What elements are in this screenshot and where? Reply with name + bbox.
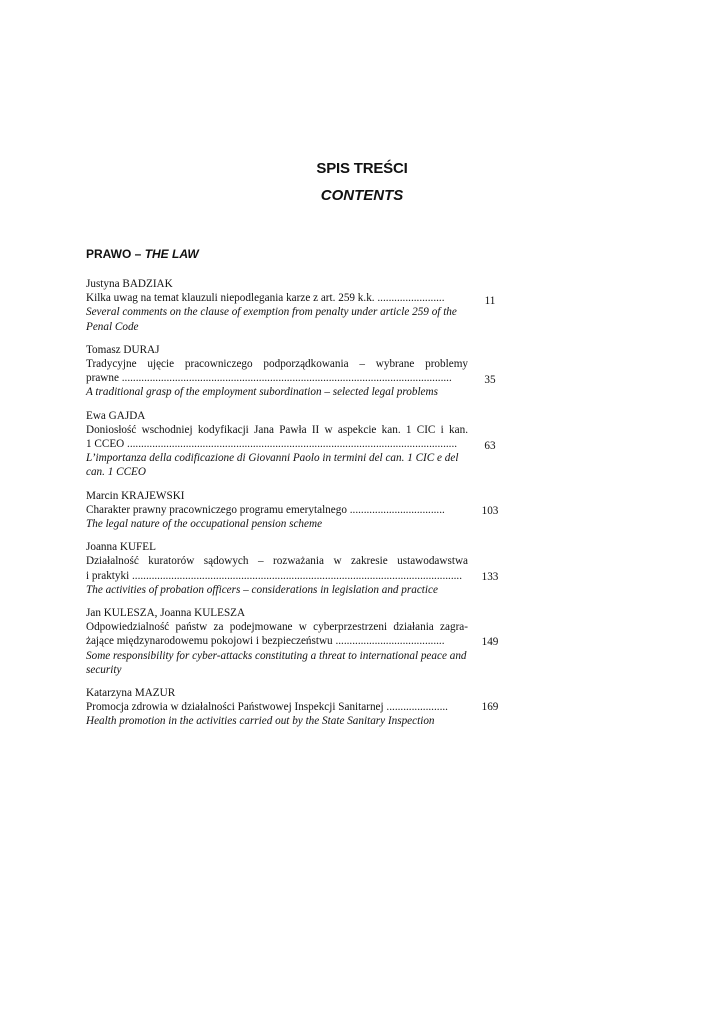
page-title: SPIS TREŚCI: [316, 160, 408, 177]
entry-title-en: Health promotion in the activities carried out by the State Sanitary Inspection: [86, 715, 435, 728]
entry-title-en: A traditional grasp of the employment subordination – selected legal problems: [86, 386, 438, 399]
entry-page-number: 103: [481, 504, 499, 517]
section-label: PRAWO –: [86, 247, 145, 261]
entry-title-line: Doniosłość wschodniej kodyfikacji Jana Pawła II w aspekcie kan. 1 CIC i kan.: [86, 423, 468, 436]
entry-title-line: 1 CCEO ......................................................................................................................: [86, 438, 458, 451]
toc-entry[interactable]: [86, 409, 506, 480]
entry-author: Joanna KUFEL: [86, 541, 156, 554]
entry-title-line: żające międzynarodowemu pokojowi i bezpieczeństwu .......................................: [86, 635, 445, 648]
entry-page-number: 11: [484, 295, 496, 308]
entry-title-en: Some responsibility for cyber-attacks constituting a threat to international peace and security: [86, 649, 467, 676]
entry-title-en: The legal nature of the occupational pension scheme: [86, 518, 323, 531]
entry-page-number: 133: [481, 570, 499, 583]
entry-title-line: Działalność kuratorów sądowych – rozważania w zakresie ustawodawstwa: [86, 555, 468, 568]
entry-title-line: Tradycyjne ujęcie pracowniczego podporządkowania – wybrane problemy: [86, 358, 468, 371]
entry-author: Katarzyna MAZUR: [86, 687, 176, 700]
page-subtitle: CONTENTS: [320, 187, 404, 204]
entry-title-line: i praktyki ......................................................................................................................: [86, 569, 463, 582]
entry-author: Justyna BADZIAK: [86, 278, 173, 290]
entry-author: Marcin KRAJEWSKI: [86, 489, 185, 502]
entry-page-number: 63: [484, 440, 496, 453]
section-heading: [86, 247, 199, 261]
entry-title-en: The activities of probation officers – considerations in legislation and practice: [86, 583, 438, 596]
entry-author: Jan KULESZA, Joanna KULESZA: [86, 607, 246, 620]
entry-author: Tomasz DURAJ: [86, 343, 160, 356]
entry-author: Ewa GAJDA: [86, 409, 146, 422]
entry-title-line: prawne ......................................................................................................................: [86, 372, 452, 385]
entry-title-line: Promocja zdrowia w działalności Państwowej Inspekcji Sanitarnej ......................: [86, 701, 448, 714]
toc-list: [86, 277, 506, 738]
entry-page-number: 149: [481, 636, 499, 649]
toc-entry[interactable]: [86, 540, 506, 597]
entry-title-en: L’importanza della codificazione di Giovanni Paolo in termini del can. 1 CIC e del can. 1 CCEO: [86, 452, 459, 479]
entry-title-line: Kilka uwag na temat klauzuli niepodlegania karze z art. 259 k.k. ........................: [86, 292, 445, 305]
entry-page-number: 35: [484, 374, 496, 387]
toc-entry[interactable]: [86, 489, 506, 532]
entry-title-en: Several comments on the clause of exemption from penalty under article 259 of the Penal Code: [86, 306, 457, 333]
toc-entry[interactable]: [86, 606, 506, 677]
toc-entry[interactable]: [86, 277, 506, 334]
entry-title-line: Charakter prawny pracowniczego programu emerytalnego ..................................: [86, 503, 445, 516]
entry-page-number: 169: [481, 701, 499, 714]
toc-entry[interactable]: [86, 686, 506, 729]
toc-entry[interactable]: [86, 343, 506, 400]
entry-title-line: Odpowiedzialność państw za podejmowane w cyberprzestrzeni działania zagra-: [86, 621, 468, 634]
section-label-en: THE LAW: [144, 247, 199, 261]
